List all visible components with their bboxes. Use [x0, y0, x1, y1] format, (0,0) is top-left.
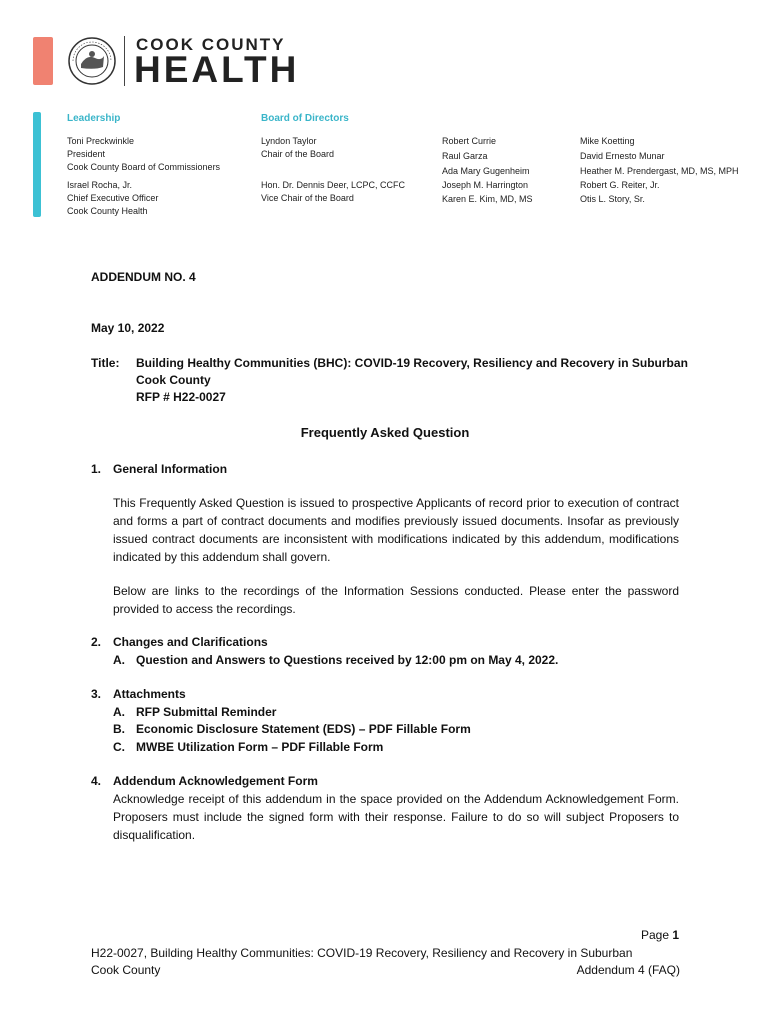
logo-text-health: HEALTH [134, 49, 300, 90]
list-letter: A. [113, 705, 125, 719]
coral-accent-bar [33, 37, 53, 85]
section-number: 1. [91, 462, 102, 476]
attachment-item: MWBE Utilization Form – PDF Fillable Form [136, 740, 384, 754]
county-seal-icon [67, 36, 117, 86]
logo-text-cook-county: COOK COUNTY [136, 35, 286, 54]
title-label: Title: [91, 356, 120, 370]
leadership-line: Chief Executive Officer [67, 193, 159, 203]
board-member: Chair of the Board [261, 149, 335, 159]
page-num: 1 [672, 928, 680, 942]
attachment-item: RFP Submittal Reminder [136, 705, 277, 719]
leadership-line: President [67, 149, 106, 159]
page-label: Page [641, 928, 670, 942]
title-line: Cook County [136, 373, 211, 387]
list-letter: C. [113, 740, 125, 754]
footer-line: H22-0027, Building Healthy Communities: COVID-19 Recovery, Resiliency and Recovery in Suburban [91, 946, 633, 960]
section-number: 4. [91, 774, 102, 788]
board-member: Hon. Dr. Dennis Deer, LCPC, CCFC [261, 180, 406, 190]
board-member: Robert Currie [442, 136, 497, 146]
board-member: Karen E. Kim, MD, MS [442, 194, 533, 204]
section-paragraph: Acknowledge receipt of this addendum in the space provided on the Addendum Acknowledgement Form. Proposers must include the signed form with their response. Failure to do so will subject Proposers to disqualification. [113, 792, 679, 842]
board-member: Vice Chair of the Board [261, 193, 354, 203]
attachment-item: Economic Disclosure Statement (EDS) – PDF Fillable Form [136, 722, 471, 736]
board-member: David Ernesto Munar [580, 151, 665, 161]
section-title: Changes and Clarifications [113, 635, 268, 649]
logo-divider [124, 36, 125, 86]
footer-line: Addendum 4 (FAQ) [576, 963, 680, 977]
leadership-line: Toni Preckwinkle [67, 136, 135, 146]
addendum-number: ADDENDUM NO. 4 [91, 270, 196, 284]
board-member: Ada Mary Gugenheim [442, 166, 530, 176]
leadership-line: Cook County Board of Commissioners [67, 162, 221, 172]
faq-heading: Frequently Asked Question [300, 425, 470, 440]
section-title: Attachments [113, 687, 186, 701]
leadership-line: Israel Rocha, Jr. [67, 180, 133, 190]
section-number: 3. [91, 687, 102, 701]
board-member: Mike Koetting [580, 136, 635, 146]
section-paragraph: Below are links to the recordings of the Information Sessions conducted. Please enter the password provided to access the recordings. [113, 584, 679, 616]
board-heading: Board of Directors [261, 113, 349, 124]
list-letter: A. [113, 653, 125, 667]
footer-line: Cook County [91, 963, 161, 977]
section-paragraph: This Frequently Asked Question is issued to prospective Applicants of record prior to execution of contract and forms a part of contract documents and modifies previously issued documents. Insofar as previously issued contract documents are inconsistent with modifications indicated by this addendum, modifications indicated by this addendum shall govern. [113, 496, 679, 564]
page-number [641, 926, 679, 944]
title-line: Building Healthy Communities (BHC): COVID-19 Recovery, Resiliency and Recovery in Suburban [136, 356, 688, 370]
section-title: Addendum Acknowledgement Form [113, 774, 318, 788]
leadership-line: Cook County Health [67, 206, 148, 216]
document-date: May 10, 2022 [91, 321, 165, 335]
board-member: Robert G. Reiter, Jr. [580, 180, 660, 190]
list-letter: B. [113, 722, 125, 736]
section-number: 2. [91, 635, 102, 649]
rfp-number: RFP # H22-0027 [136, 390, 226, 404]
leadership-heading: Leadership [67, 113, 121, 124]
list-item: Question and Answers to Questions received by 12:00 pm on May 4, 2022. [136, 653, 559, 667]
board-member: Lyndon Taylor [261, 136, 317, 146]
board-member: Heather M. Prendergast, MD, MS, MPH [580, 166, 739, 176]
board-member: Otis L. Story, Sr. [580, 194, 645, 204]
board-member: Raul Garza [442, 151, 488, 161]
teal-accent-bar [33, 112, 41, 217]
board-member: Joseph M. Harrington [442, 180, 529, 190]
section-title: General Information [113, 462, 228, 476]
